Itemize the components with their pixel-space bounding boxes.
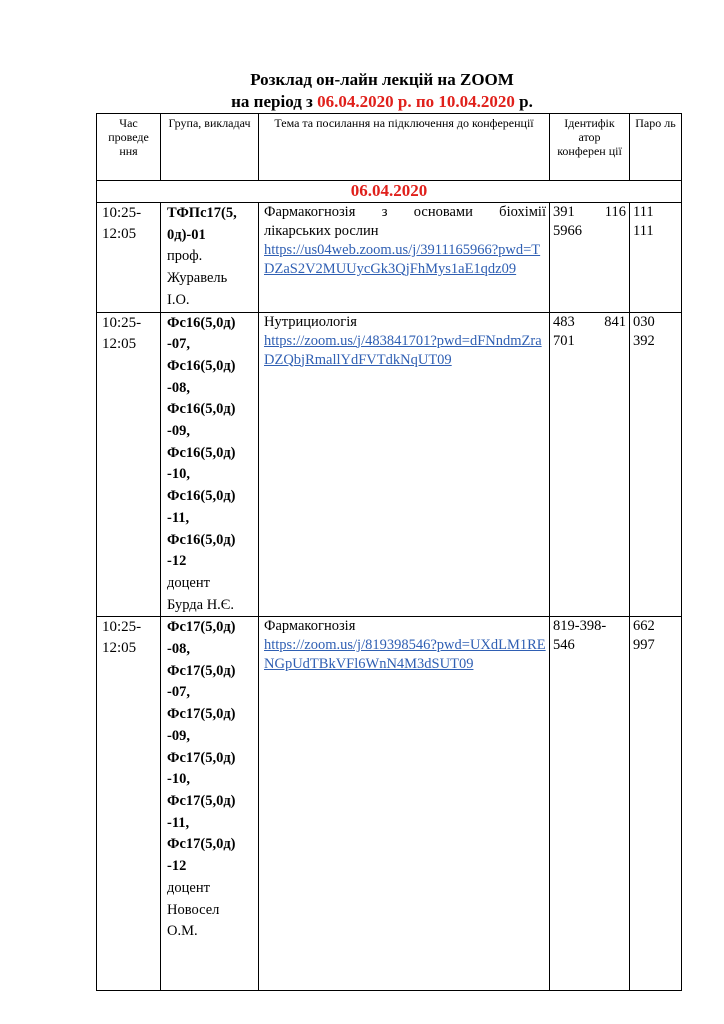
group-line: -08, — [167, 641, 190, 658]
period-mid: по — [411, 92, 439, 111]
group-line: Фс16(5,0д) — [167, 357, 236, 374]
row-time: 10:25-12:05 — [97, 617, 161, 991]
group-line: -12 — [167, 858, 187, 875]
date-to: 10.04.2020 — [438, 92, 515, 111]
row-group — [161, 312, 259, 617]
topic-name: Нутрициологія — [264, 313, 357, 330]
password-line: 662 — [633, 618, 655, 635]
row-topic — [259, 617, 550, 991]
id-line: 701 — [553, 332, 575, 349]
password-line: 997 — [633, 637, 655, 654]
password-line: 392 — [633, 332, 655, 349]
group-line: -07, — [167, 336, 190, 353]
group-line: -11, — [167, 509, 190, 526]
period-prefix: на період з — [231, 92, 318, 111]
id-line — [553, 203, 626, 222]
document-period — [20, 92, 724, 112]
table-row — [97, 617, 682, 991]
teacher-line: О.М. — [167, 923, 198, 940]
row-topic — [259, 203, 550, 313]
topic-name: Фармакогнозія з основами біохімії лікарських рослин — [264, 204, 546, 239]
col-password: Паро ль — [630, 114, 682, 181]
row-password — [630, 203, 682, 313]
id-line — [553, 313, 626, 332]
group-line: ТФПс17(5, — [167, 205, 237, 221]
password-line: 111 — [633, 223, 654, 239]
group-line: Фс17(5,0д) — [167, 619, 236, 636]
group-line: Фс17(5,0д) — [167, 792, 236, 809]
table-row — [97, 312, 682, 617]
id-part: 391 — [553, 204, 575, 220]
row-group — [161, 203, 259, 313]
group-line: Фс16(5,0д) — [167, 488, 236, 505]
col-time: Час проведе ння — [97, 114, 161, 181]
group-line: -10, — [167, 466, 190, 483]
id-line: 819-398-546 — [553, 618, 607, 654]
row-conference-id — [550, 203, 630, 313]
col-id: Ідентифік атор конферен ції — [550, 114, 630, 181]
teacher-line: доцент — [167, 879, 210, 896]
group-line: Фс17(5,0д) — [167, 836, 236, 853]
group-line: 0д)-01 — [167, 226, 206, 243]
teacher-line: І.О. — [167, 291, 190, 308]
zoom-link[interactable]: https://zoom.us/j/819398546?pwd=UXdLM1RENGpUdTBkVFl6WnN4M3dSUT09 — [264, 637, 546, 673]
password-line: 111 — [633, 204, 654, 220]
teacher-line: Новосел — [167, 901, 220, 918]
table-header-row — [97, 114, 682, 181]
group-line: Фс16(5,0д) — [167, 401, 236, 418]
zoom-link[interactable]: https://us04web.zoom.us/j/3911165966?pwd=TDZaS2V2MUUycGk3QjFhMys1aE1qdz09 — [264, 242, 541, 277]
group-line: -12 — [167, 553, 187, 570]
group-line: -09, — [167, 727, 190, 744]
date-row — [97, 181, 682, 203]
group-line: Фс17(5,0д) — [167, 662, 236, 679]
teacher-line: доцент — [167, 574, 210, 591]
group-line: Фс17(5,0д) — [167, 706, 236, 723]
day-label: 06.04.2020 — [97, 181, 682, 203]
col-group: Група, викладач — [161, 114, 259, 181]
period-suffix: р. — [514, 92, 533, 111]
zoom-link[interactable]: https://zoom.us/j/483841701?pwd=dFNndmZraDZQbjRmallYdFVTdkNqUT09 — [264, 332, 542, 368]
group-line: -09, — [167, 423, 190, 440]
row-topic — [259, 312, 550, 617]
group-line: Фс16(5,0д) — [167, 531, 236, 548]
row-group — [161, 617, 259, 991]
topic-name: Фармакогнозія — [264, 618, 356, 635]
schedule-table — [96, 113, 682, 991]
teacher-line: Журавель — [167, 270, 228, 287]
group-line: Фс16(5,0д) — [167, 444, 236, 461]
row-conference-id — [550, 617, 630, 991]
password-line: 030 — [633, 313, 655, 330]
id-part: 841 — [604, 313, 626, 330]
id-part: 483 — [553, 313, 575, 330]
group-line: -07, — [167, 684, 190, 701]
group-line: -08, — [167, 379, 190, 396]
row-time: 10:25-12:05 — [97, 203, 161, 313]
group-line: Фс16(5,0д) — [167, 314, 236, 331]
group-line: -10, — [167, 771, 190, 788]
id-line: 5966 — [553, 223, 582, 239]
id-part: 116 — [604, 204, 626, 220]
group-line: -11, — [167, 814, 190, 831]
date-from: 06.04.2020 р. — [317, 92, 412, 111]
row-password — [630, 312, 682, 617]
document-title: Розклад он-лайн лекцій на ZOOM — [250, 70, 514, 89]
teacher-line: Бурда Н.Є. — [167, 596, 235, 613]
group-line: Фс17(5,0д) — [167, 749, 236, 766]
row-password — [630, 617, 682, 991]
row-conference-id — [550, 312, 630, 617]
teacher-line: проф. — [167, 248, 203, 265]
table-row — [97, 203, 682, 313]
col-topic: Тема та посилання на підключення до конференції — [259, 114, 550, 181]
row-time: 10:25-12:05 — [97, 312, 161, 617]
